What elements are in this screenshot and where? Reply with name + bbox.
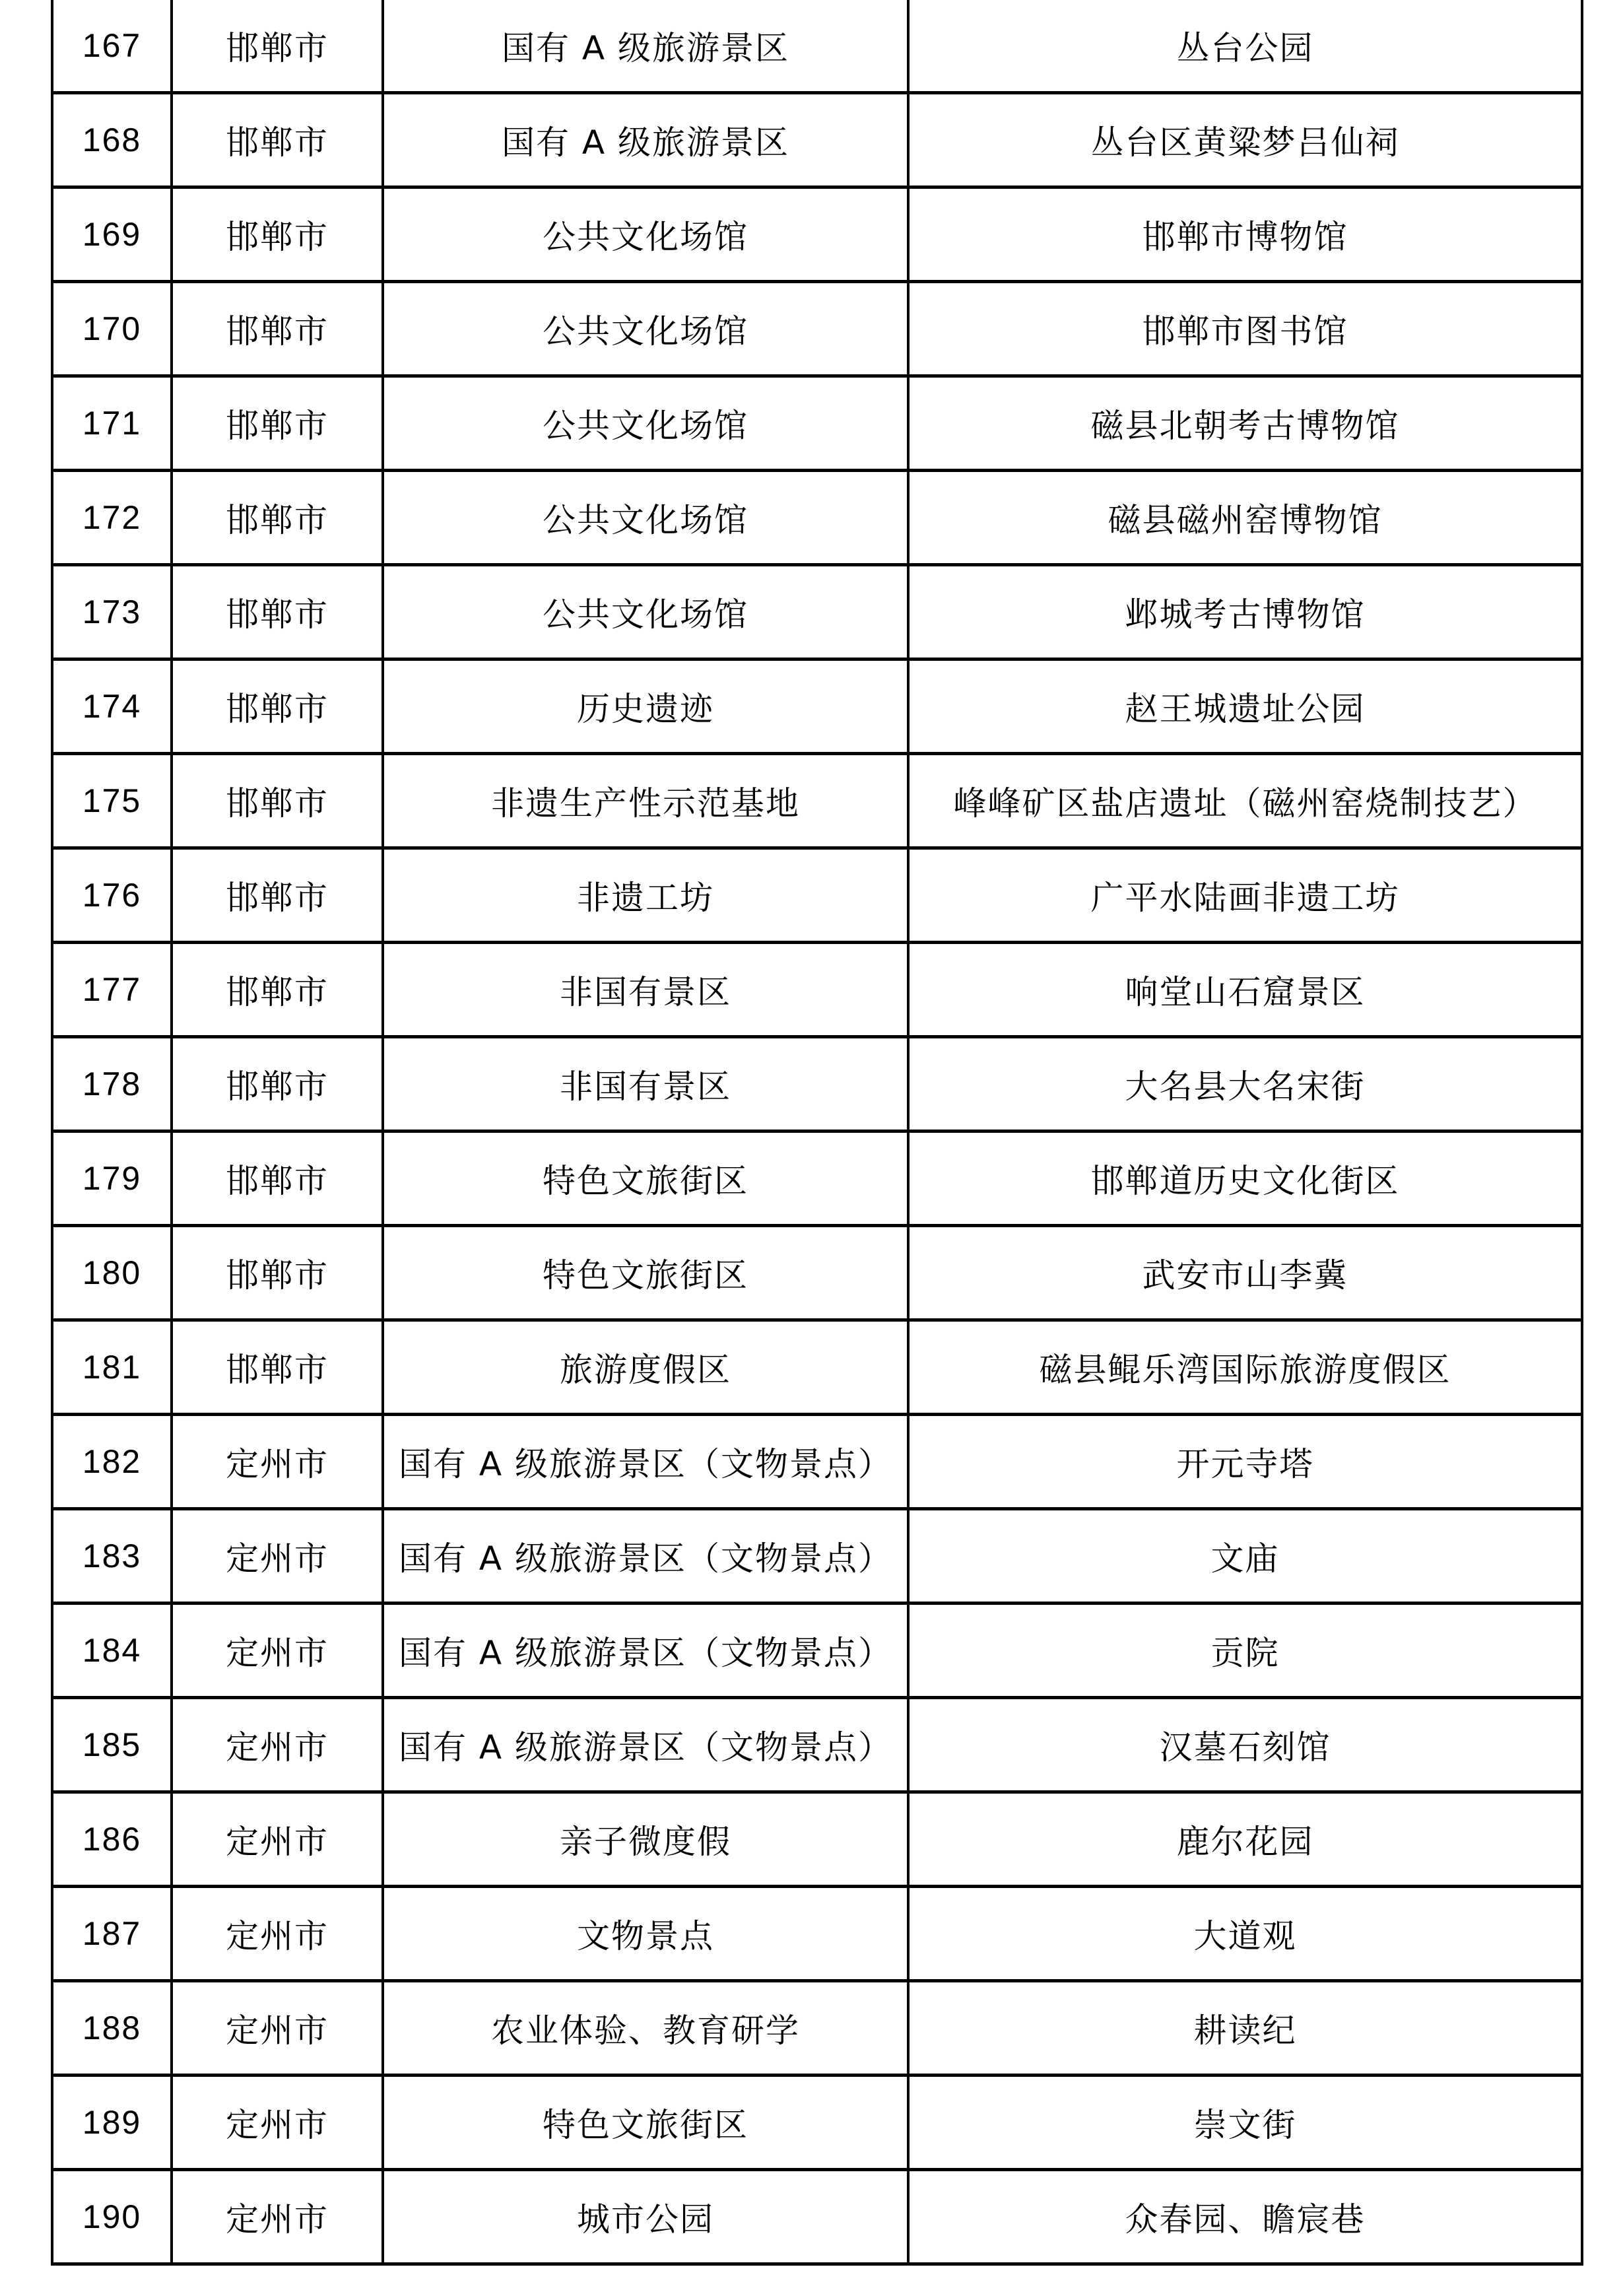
site-name-cell: 广平水陆画非遗工坊 [908, 848, 1582, 943]
city-cell: 邯郸市 [172, 0, 383, 93]
row-number: 176 [52, 848, 172, 943]
table-row [52, 187, 1582, 282]
category-cell: 历史遗迹 [383, 659, 908, 754]
category-cell: 非遗工坊 [383, 848, 908, 943]
row-number: 180 [52, 1226, 172, 1320]
city-cell: 邯郸市 [172, 1226, 383, 1320]
row-number: 167 [52, 0, 172, 93]
row-number: 182 [52, 1415, 172, 1509]
row-number: 168 [52, 93, 172, 187]
site-name-cell: 邯郸市博物馆 [908, 187, 1582, 282]
city-cell: 邯郸市 [172, 282, 383, 376]
table-row [52, 848, 1582, 943]
site-name-cell: 磁县鲲乐湾国际旅游度假区 [908, 1320, 1582, 1415]
table-row [52, 93, 1582, 187]
table-row [52, 1792, 1582, 1887]
category-cell: 非国有景区 [383, 943, 908, 1037]
table-row [52, 0, 1582, 93]
category-cell: 国有 A 级旅游景区（文物景点） [383, 1509, 908, 1604]
site-name-cell: 邯郸道历史文化街区 [908, 1131, 1582, 1226]
category-cell: 亲子微度假 [383, 1792, 908, 1887]
row-number: 172 [52, 471, 172, 565]
site-name-cell: 文庙 [908, 1509, 1582, 1604]
site-name-cell: 丛台区黄粱梦吕仙祠 [908, 93, 1582, 187]
row-number: 183 [52, 1509, 172, 1604]
category-cell: 公共文化场馆 [383, 471, 908, 565]
city-cell: 定州市 [172, 1981, 383, 2076]
row-number: 187 [52, 1887, 172, 1981]
table-row [52, 1131, 1582, 1226]
row-number: 175 [52, 754, 172, 848]
city-cell: 定州市 [172, 1698, 383, 1792]
table-row [52, 2076, 1582, 2170]
site-name-cell: 丛台公园 [908, 0, 1582, 93]
city-cell: 邯郸市 [172, 1131, 383, 1226]
city-cell: 邯郸市 [172, 565, 383, 659]
category-cell: 国有 A 级旅游景区 [383, 0, 908, 93]
site-name-cell: 大名县大名宋街 [908, 1037, 1582, 1131]
category-cell: 城市公园 [383, 2170, 908, 2264]
site-name-cell: 磁县北朝考古博物馆 [908, 376, 1582, 471]
row-number: 173 [52, 565, 172, 659]
row-number: 190 [52, 2170, 172, 2264]
category-cell: 特色文旅街区 [383, 1226, 908, 1320]
city-cell: 邯郸市 [172, 754, 383, 848]
table-row [52, 1604, 1582, 1698]
row-number: 174 [52, 659, 172, 754]
table-row [52, 1981, 1582, 2076]
row-number: 185 [52, 1698, 172, 1792]
table-body [52, 0, 1582, 2264]
table-row [52, 659, 1582, 754]
site-name-cell: 崇文街 [908, 2076, 1582, 2170]
row-number: 186 [52, 1792, 172, 1887]
table-row [52, 943, 1582, 1037]
site-name-cell: 邯郸市图书馆 [908, 282, 1582, 376]
row-number: 170 [52, 282, 172, 376]
site-name-cell: 峰峰矿区盐店遗址（磁州窑烧制技艺） [908, 754, 1582, 848]
table-row [52, 565, 1582, 659]
scenic-spot-table [51, 0, 1583, 2266]
category-cell: 国有 A 级旅游景区（文物景点） [383, 1415, 908, 1509]
row-number: 177 [52, 943, 172, 1037]
site-name-cell: 武安市山李冀 [908, 1226, 1582, 1320]
table-row [52, 754, 1582, 848]
category-cell: 旅游度假区 [383, 1320, 908, 1415]
category-cell: 特色文旅街区 [383, 1131, 908, 1226]
table-row [52, 1226, 1582, 1320]
city-cell: 邯郸市 [172, 1037, 383, 1131]
city-cell: 邯郸市 [172, 1320, 383, 1415]
category-cell: 特色文旅街区 [383, 2076, 908, 2170]
category-cell: 国有 A 级旅游景区（文物景点） [383, 1604, 908, 1698]
site-name-cell: 赵王城遗址公园 [908, 659, 1582, 754]
row-number: 184 [52, 1604, 172, 1698]
site-name-cell: 邺城考古博物馆 [908, 565, 1582, 659]
city-cell: 定州市 [172, 1887, 383, 1981]
city-cell: 定州市 [172, 1415, 383, 1509]
city-cell: 邯郸市 [172, 848, 383, 943]
row-number: 169 [52, 187, 172, 282]
city-cell: 邯郸市 [172, 943, 383, 1037]
city-cell: 邯郸市 [172, 376, 383, 471]
city-cell: 定州市 [172, 1792, 383, 1887]
table-row [52, 1698, 1582, 1792]
category-cell: 农业体验、教育研学 [383, 1981, 908, 2076]
city-cell: 邯郸市 [172, 187, 383, 282]
row-number: 179 [52, 1131, 172, 1226]
table-row [52, 1887, 1582, 1981]
site-name-cell: 磁县磁州窑博物馆 [908, 471, 1582, 565]
category-cell: 非遗生产性示范基地 [383, 754, 908, 848]
city-cell: 定州市 [172, 1509, 383, 1604]
category-cell: 公共文化场馆 [383, 282, 908, 376]
site-name-cell: 鹿尔花园 [908, 1792, 1582, 1887]
city-cell: 邯郸市 [172, 93, 383, 187]
category-cell: 文物景点 [383, 1887, 908, 1981]
table-row [52, 1509, 1582, 1604]
site-name-cell: 响堂山石窟景区 [908, 943, 1582, 1037]
category-cell: 非国有景区 [383, 1037, 908, 1131]
site-name-cell: 汉墓石刻馆 [908, 1698, 1582, 1792]
category-cell: 国有 A 级旅游景区（文物景点） [383, 1698, 908, 1792]
row-number: 171 [52, 376, 172, 471]
category-cell: 公共文化场馆 [383, 565, 908, 659]
table-row [52, 376, 1582, 471]
city-cell: 邯郸市 [172, 659, 383, 754]
row-number: 188 [52, 1981, 172, 2076]
category-cell: 公共文化场馆 [383, 376, 908, 471]
city-cell: 邯郸市 [172, 471, 383, 565]
table-row [52, 1320, 1582, 1415]
site-name-cell: 众春园、瞻宸巷 [908, 2170, 1582, 2264]
category-cell: 国有 A 级旅游景区 [383, 93, 908, 187]
site-name-cell: 开元寺塔 [908, 1415, 1582, 1509]
row-number: 189 [52, 2076, 172, 2170]
row-number: 181 [52, 1320, 172, 1415]
city-cell: 定州市 [172, 2170, 383, 2264]
table-row [52, 471, 1582, 565]
site-name-cell: 贡院 [908, 1604, 1582, 1698]
city-cell: 定州市 [172, 1604, 383, 1698]
table-row [52, 1037, 1582, 1131]
city-cell: 定州市 [172, 2076, 383, 2170]
table-row [52, 2170, 1582, 2264]
site-name-cell: 耕读纪 [908, 1981, 1582, 2076]
table-row [52, 1415, 1582, 1509]
row-number: 178 [52, 1037, 172, 1131]
site-name-cell: 大道观 [908, 1887, 1582, 1981]
category-cell: 公共文化场馆 [383, 187, 908, 282]
table-row [52, 282, 1582, 376]
